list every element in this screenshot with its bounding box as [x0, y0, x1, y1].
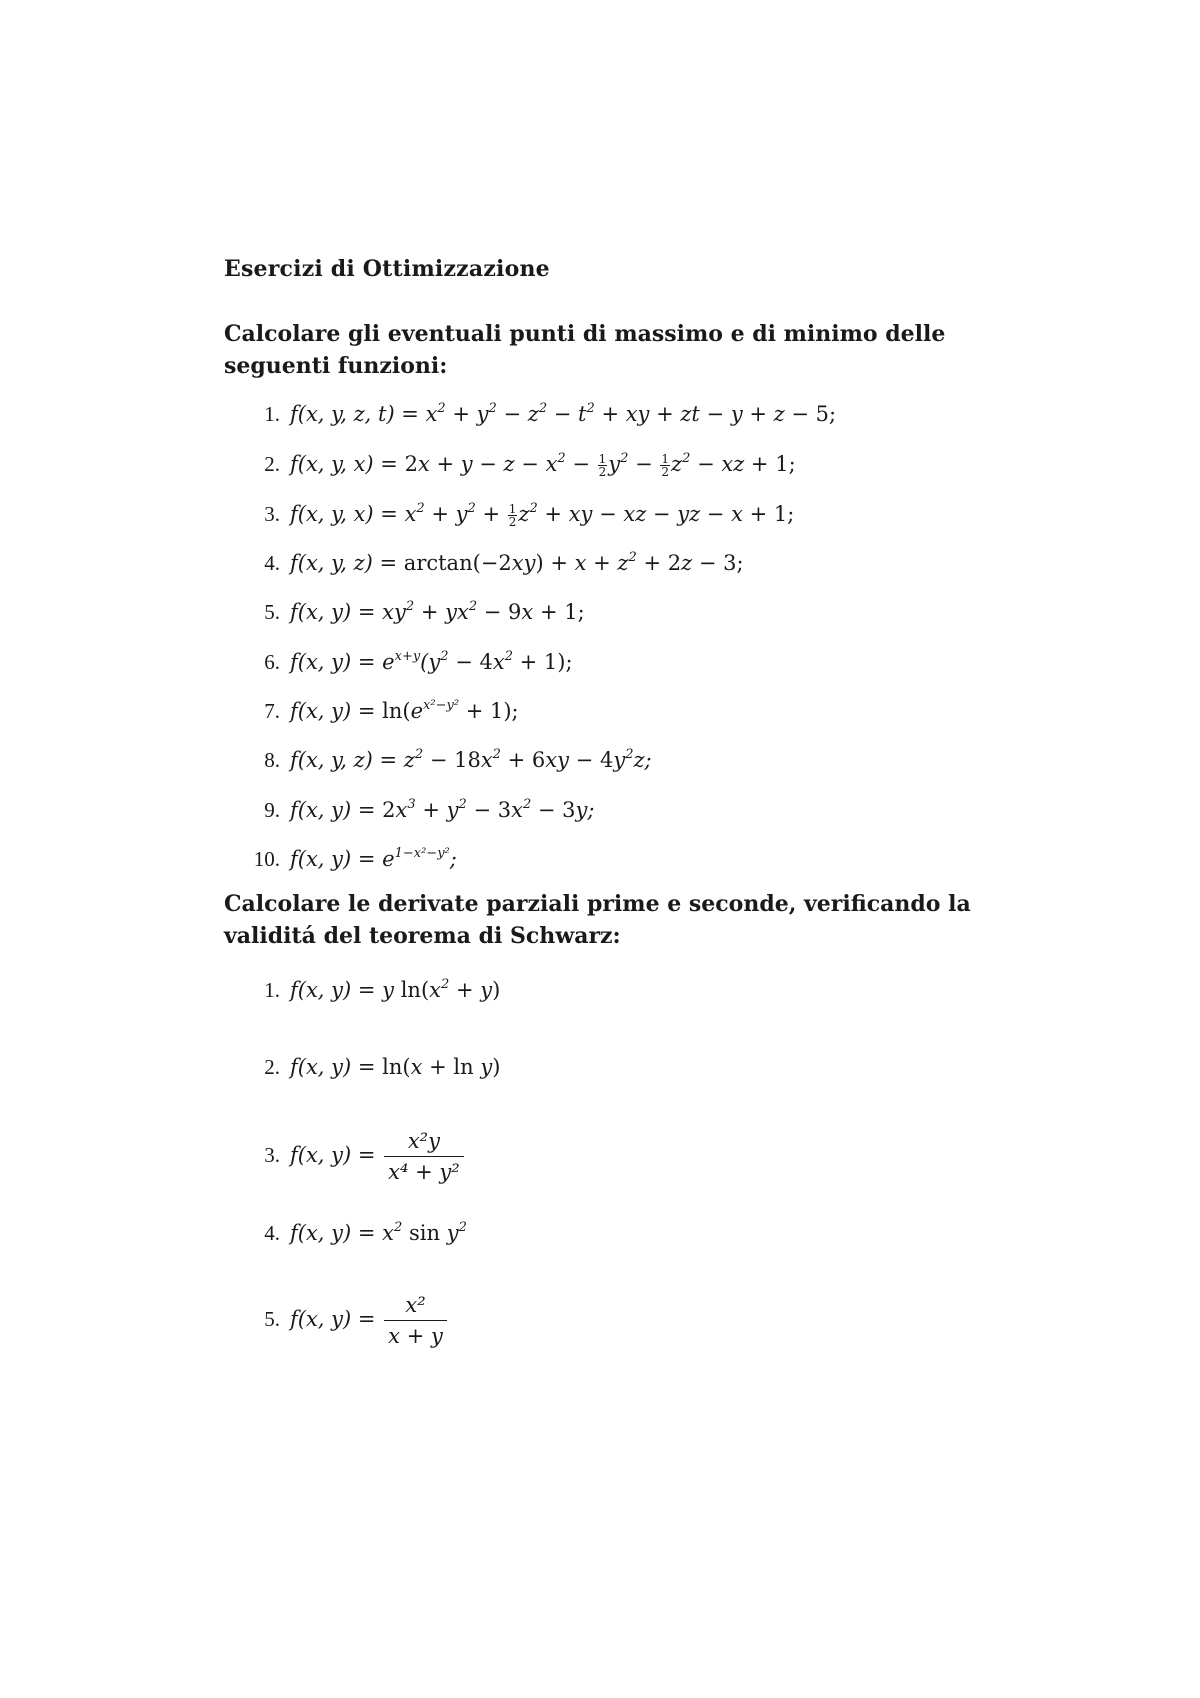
item-number: 3.: [264, 1143, 280, 1167]
exercise-item: [232, 1219, 467, 1247]
page-title: Esercizi di Ottimizzazione: [224, 256, 550, 282]
exercise-item: [232, 796, 595, 824]
formula: f(x, y) = ln(x + ln y): [290, 1055, 501, 1079]
fraction: [384, 1292, 447, 1349]
formula: f(x, y, $x) = 2x + y - z - x^2$ − $\frac{1}{2}$ $y^2$ − $\frac{1}{2}$ $z^2$ − xz + 1;: [290, 451, 796, 479]
formula: f(x, y, $z) = z^2 - 18x^2 + 6xy - 4y^2z$;: [290, 747, 652, 772]
fraction: [384, 1128, 464, 1185]
numerator: x²y: [384, 1128, 464, 1157]
section-heading-optimization: Calcolare gli eventuali punti di massimo e di minimo delle seguenti funzioni:: [224, 321, 946, 379]
exercise-item: [232, 500, 794, 528]
item-number: 5.: [264, 1307, 280, 1331]
formula: f(x, y, z, $t) = x^2 + y^2 - z^2 - t^2$ + xy + zt − y + z − 5;: [290, 401, 837, 426]
item-number: 4.: [264, 551, 280, 575]
denominator: x⁴ + y²: [388, 1160, 460, 1184]
formula: f(x, $y) = \ln(e^{x^2-y^2} + 1)$;: [290, 698, 519, 723]
exercise-item: [232, 1053, 500, 1081]
exercise-item: [232, 648, 573, 676]
formula: f(x, y, $z) = \arctan(-2xy) + x + z^2 + 2z - 3$;: [290, 550, 744, 575]
item-number: 6.: [264, 650, 280, 674]
item-number: 9.: [264, 798, 280, 822]
item-number: 8.: [264, 748, 280, 772]
formula: f(x, y) = $\frac{\text{x²y}}{\text{x⁴ + y²}}$: [290, 1143, 466, 1167]
exercise-item: [232, 549, 744, 577]
formula: f(x, $y) = xy^2 + yx^2 - 9x + 1$;: [290, 599, 585, 624]
exercise-item: [232, 976, 500, 1004]
formula: f(x, $y) = x^2$ $\sin y^2$: [290, 1220, 467, 1245]
exercise-item: [232, 845, 457, 873]
formula: f(x, y, $x) = x^2 + y^2$ + $\frac{1}{2}$ $z^2$ + xy − xz − yz − x + 1;: [290, 501, 795, 529]
item-number: 10.: [253, 847, 280, 871]
item-number: 5.: [264, 600, 280, 624]
exercise-item: [232, 1125, 466, 1185]
formula: f(x, $y) = 2x^3 + y^2 - 3x^2 - 3y$;: [290, 797, 595, 822]
item-number: 7.: [264, 699, 280, 723]
exercise-item: [232, 400, 836, 428]
formula: f(x, $y) = e^{x+y}(y^2 - 4x^2 + 1)$;: [290, 649, 573, 674]
numerator: x²: [384, 1292, 447, 1321]
item-number: 2.: [264, 1055, 280, 1079]
section-heading-derivatives: Calcolare le derivate parziali prime e seconde, verificando la validitá del teorema di Schwarz:: [224, 891, 971, 949]
exercise-item: [232, 450, 796, 478]
formula: f(x, $y) = e^{1-x^2-y^2}$;: [290, 846, 457, 871]
item-number: 4.: [264, 1221, 280, 1245]
exercise-item: [232, 598, 585, 626]
exercise-item: [232, 697, 519, 725]
formula: f(x, y) = $\frac{\text{x²}}{x + y}$: [290, 1307, 449, 1331]
item-number: 3.: [264, 502, 280, 526]
exercise-item: [232, 746, 652, 774]
denominator: x + y: [388, 1324, 443, 1348]
item-number: 2.: [264, 452, 280, 476]
exercise-item: [232, 1289, 449, 1349]
item-number: 1.: [264, 402, 280, 426]
item-number: 1.: [264, 978, 280, 1002]
formula: f(x, y) = y $\ln(x^2 + y)$: [290, 977, 501, 1002]
